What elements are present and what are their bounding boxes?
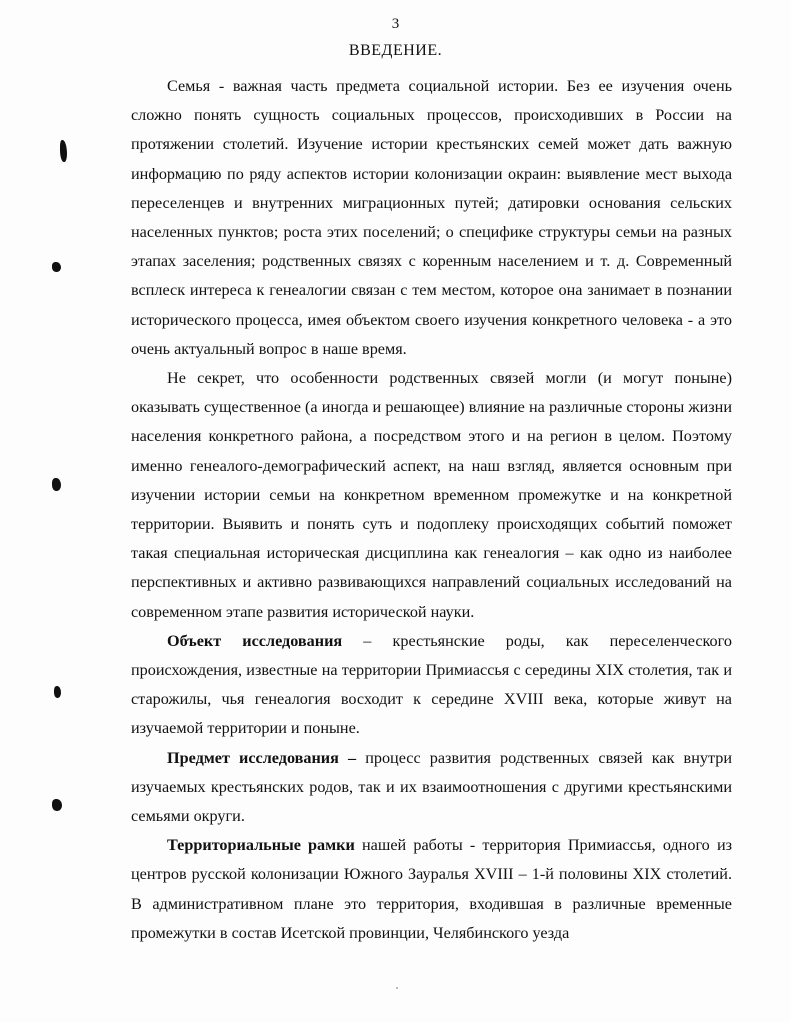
- paragraph-lead: Предмет исследования –: [167, 748, 357, 767]
- paragraph-territorial-scope: [131, 831, 732, 948]
- binding-mark: [52, 799, 62, 811]
- paragraph-relevance: [131, 364, 732, 627]
- paragraph-text: Не секрет, что особенности родственных связей могли (и могут поныне) оказывать существенное (а иногда и решающее) влияние на различные стороны жизни населения конкретного района, а посредством этого и на регион в целом. Поэтому именно генеалого-демографический аспект, на наш взгляд, является основным при изучении истории семьи на конкретном временном промежутке и на конкретной территории. Выявить и понять суть и подоплеку происходящих событий поможет такая специальная историческая дисциплина как генеалогия – как одно из наиболее перспективных и активно развивающихся направлений социальных исследований на современном этапе развития исторической науки.: [131, 369, 732, 621]
- paragraph-text: Семья - важная часть предмета социальной истории. Без ее изучения очень сложно понять сущность социальных процессов, происходивших в России на протяжении столетий. Изучение истории крестьянских семей может дать важную информацию по ряду аспектов истории колонизации окраин: выявление мест выхода переселенцев и внутренних миграционных путей; датировки основания сельских населенных пунктов; роста этих поселений; о специфике структуры семьи на разных этапах заселения; родственных связях с коренным населением и т. д. Современный всплеск интереса к генеалогии связан с тем местом, которое она занимает в познании исторического процесса, имея объектом своего изучения конкретного человека - а это очень актуальный вопрос в наше время.: [131, 77, 732, 358]
- paragraph-research-subject: [131, 744, 732, 832]
- paragraph-introduction: [131, 72, 732, 364]
- binding-mark: [52, 478, 61, 491]
- scan-speck: [396, 987, 398, 989]
- binding-mark: [54, 686, 61, 698]
- document-body: [131, 72, 732, 948]
- paragraph-text: процесс развития родственных связей как внутри изучаемых крестьянских родов, так и их взаимоотношения с другими крестьянскими семьями округи.: [131, 748, 732, 826]
- binding-mark: [52, 262, 61, 272]
- binding-mark: [60, 140, 67, 162]
- paragraph-lead: Территориальные рамки: [167, 836, 355, 855]
- paragraph-research-object: [131, 627, 732, 744]
- paragraph-lead: Объект исследования: [167, 631, 343, 650]
- page-number: 3: [391, 16, 400, 32]
- paragraph-text: нашей работы - территория Примиассья, одного из центров русской колонизации Южного Зауралья XVIII – 1-й половины XIX столетий. В административном плане это территория, входившая в различные временные промежутки в состав Исетской провинции, Челябинского уезда: [131, 836, 732, 942]
- page-title: ВВЕДЕНИЕ.: [348, 42, 443, 59]
- paragraph-text: – крестьянские роды, как переселенческого происхождения, известные на территории Примиассья с середины XIX столетия, так и старожилы, чья генеалогия восходит к середине XVIII века, которые живут на изучаемой территории и поныне.: [131, 631, 732, 738]
